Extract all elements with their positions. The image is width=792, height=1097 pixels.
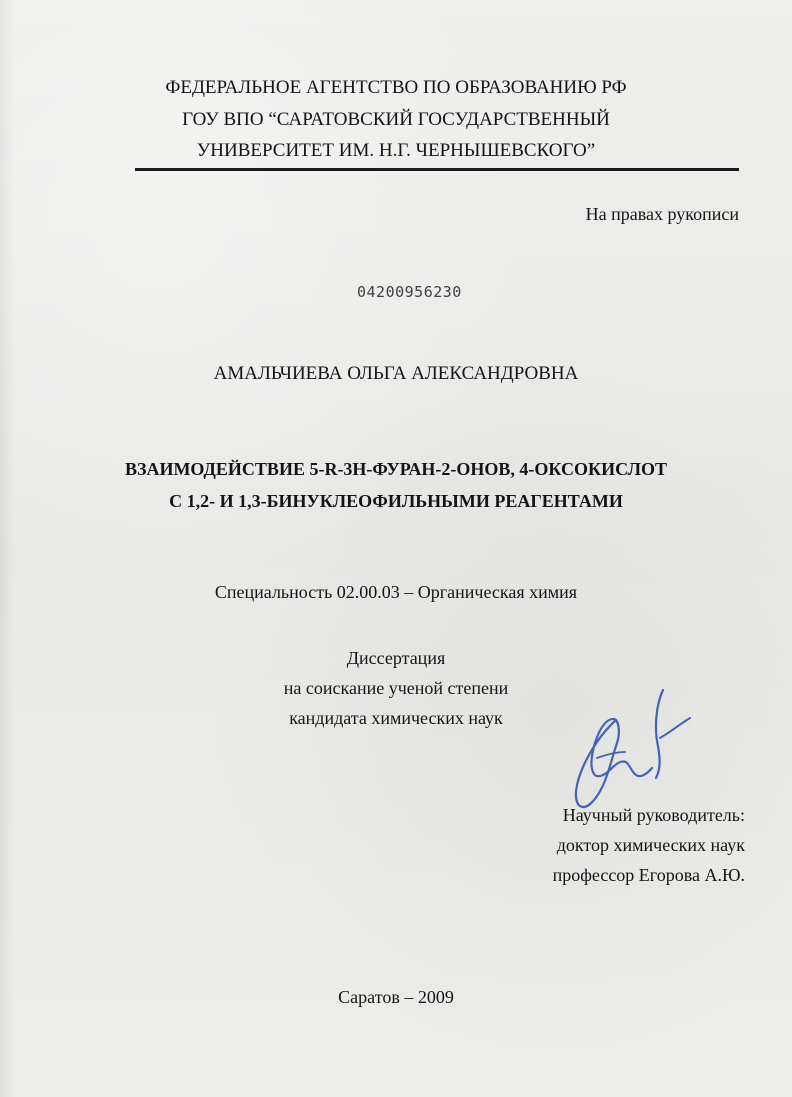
dissertation-title-line-1: ВЗАИМОДЕЙСТВИЕ 5-R-3H-ФУРАН-2-ОНОВ, 4-ОКСОКИСЛОТ — [124, 459, 668, 479]
header-line-3: УНИВЕРСИТЕТ ИМ. Н.Г. ЧЕРНЫШЕВСКОГО” — [196, 140, 596, 161]
advisor-line-3: профессор Егорова А.Ю. — [552, 865, 745, 885]
degree-line-3: кандидата химических наук — [289, 708, 503, 728]
signature-icon — [560, 680, 700, 820]
author-name: АМАЛЬЧИЕВА ОЛЬГА АЛЕКСАНДРОВНА — [213, 363, 579, 384]
degree-line-1: Диссертация — [346, 648, 446, 668]
manuscript-note: На правах рукописи — [585, 204, 739, 224]
header-rule — [135, 168, 739, 171]
dissertation-title-line-2: С 1,2- И 1,3-БИНУКЛЕОФИЛЬНЫМИ РЕАГЕНТАМИ — [169, 491, 623, 511]
specialty-line: Специальность 02.00.03 – Органическая химия — [214, 582, 578, 602]
advisor-line-2: доктор химических наук — [556, 835, 745, 855]
paper-edge-shadow — [0, 0, 14, 1097]
degree-line-2: на соискание ученой степени — [283, 678, 509, 698]
header-line-2: ГОУ ВПО “САРАТОВСКИЙ ГОСУДАРСТВЕННЫЙ — [182, 109, 610, 130]
document-code: 04200956230 — [357, 283, 462, 301]
advisor-line-1: Научный руководитель: — [562, 805, 745, 825]
header-line-1: ФЕДЕРАЛЬНОЕ АГЕНТСТВО ПО ОБРАЗОВАНИЮ РФ — [165, 77, 627, 98]
city-year: Саратов – 2009 — [338, 987, 454, 1007]
